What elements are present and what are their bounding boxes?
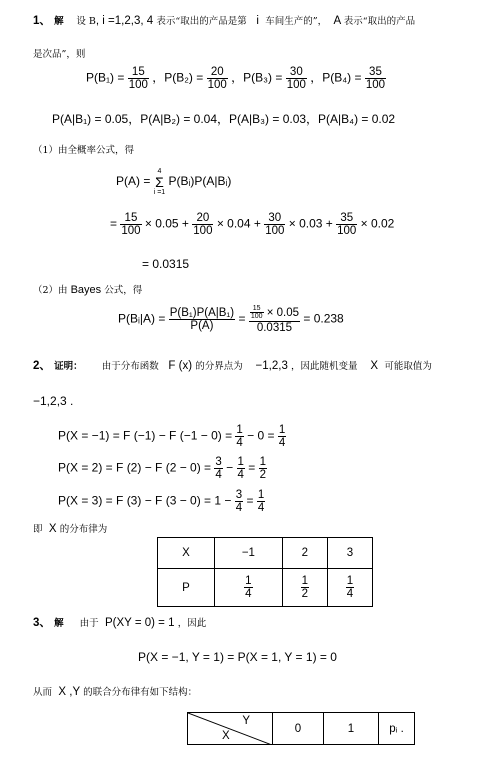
x-label: X (222, 730, 230, 742)
table-cell (215, 569, 283, 607)
table-header-cell: 1 (324, 713, 379, 745)
fraction: $\frac{1}{2}$ (301, 574, 308, 600)
problem-heading: 解 (54, 16, 64, 27)
problem-2-line-1: 2、 证明： 由于分布函数 F (x) 的分界点为 −1,2,3 ，因此随机变量 X 可能取值为 (33, 360, 432, 372)
problem-3-line-3: 从而 X ,Y 的联合分布律有如下结构： (33, 686, 198, 698)
problem-heading: 解 (54, 618, 64, 629)
fraction: $\frac{35}{100}$ (337, 212, 357, 238)
table-header-cell: X (158, 538, 215, 569)
table-cell (282, 569, 327, 607)
joint-zero-probability: P(X = −1, Y = 1) = P(X = 1, Y = 1) = 0 (138, 650, 337, 664)
table-header-cell: 3 (327, 538, 372, 569)
problem-1-line-2: 是次品”，则 (33, 49, 86, 60)
fraction: $\frac{1}{4}$ (346, 574, 354, 600)
fraction: $\frac{30}{100}$ (265, 212, 285, 238)
probability-x-neg1: P(X = −1) = F (−1) − F (−1 − 0) = $\frac{1}{4}$ − 0 = $\frac{1}{4}$ (58, 424, 286, 450)
conditional-probabilities: P(A|B₁) = 0.05，P(A|B₂) = 0.04，P(A|B₃) = 0.03，P(A|B₄) = 0.02 (52, 112, 396, 126)
bayes-formula: P(Bᵢ|A) = $\frac{\text{P(B₁)P(A|B₁)}}{P(A)}$ = $\frac{15}{100}$ × 0.05 0.0315 = 0.238 (118, 305, 344, 334)
problem-2-line-2: −1,2,3 . (33, 394, 74, 408)
total-probability-expansion: = $\frac{15}{100}$ × 0.05 + $\frac{20}{100}$ × 0.04 + $\frac{30}{100}$ × 0.03 + $\frac{35}{100}$ × 0.02 (110, 212, 395, 238)
total-probability-formula: P(A) = 4 Σ i =1 P(Bᵢ)P(A|Bᵢ) (116, 168, 232, 196)
table-row (158, 538, 373, 569)
prior-probabilities: P(B₁) = $\frac{15}{100}$ ，P(B₂) = $\frac{20}{100}$ ，P(B₃) = $\frac{30}{100}$ ，P(B₄) = $\frac{35}{100}$ (86, 66, 386, 92)
fraction: $\frac{1}{4}$ (245, 574, 252, 600)
fraction: $\frac{35}{100}$ (365, 66, 386, 92)
problem-3-line-1: 3、 解 由于 P(XY = 0) = 1 ，因此 (33, 617, 207, 629)
fraction: $\frac{1}{2}$ (259, 456, 267, 482)
table-header-cell: pᵢ . (379, 713, 415, 745)
section-2-heading: （2）由 Bayes 公式，得 (33, 284, 143, 296)
table-cell (327, 569, 372, 607)
fraction: $\frac{15}{100}$ (128, 66, 148, 92)
fraction: $\frac{20}{100}$ (193, 212, 213, 238)
table-cell: P (158, 569, 215, 607)
fraction: $\frac{15}{100}$ (250, 305, 263, 321)
total-probability-result: = 0.0315 (142, 257, 190, 271)
fraction: $\frac{1}{4}$ (257, 489, 265, 515)
table-row (158, 569, 373, 607)
diagonal-header-cell (188, 713, 273, 745)
fraction: $\frac{1}{4}$ (236, 424, 243, 450)
table-row (188, 713, 415, 745)
problem-number: 2、 (33, 360, 51, 372)
problem-heading: 证明： (54, 361, 83, 372)
distribution-table (157, 537, 373, 607)
fraction: $\frac{20}{100}$ (207, 66, 227, 92)
problem-number: 3、 (33, 617, 51, 629)
diagonal-line (188, 713, 272, 745)
y-label: Y (242, 715, 250, 727)
probability-x-2: P(X = 2) = F (2) − F (2 − 0) = $\frac{3}{4}$ − $\frac{1}{4}$ = $\frac{1}{2}$ (58, 456, 267, 482)
fraction: $\frac{15}{100}$ (121, 212, 141, 238)
section-1-heading: （1）由全概率公式，得 (33, 145, 135, 156)
fraction: $\frac{\text{P(B₁)P(A|B₁)}}{P(A)}$ (169, 306, 235, 332)
probability-x-3: P(X = 3) = F (3) − F (3 − 0) = 1 − $\frac{3}{4}$ = $\frac{1}{4}$ (58, 489, 265, 515)
table-header-cell: 2 (282, 538, 327, 569)
fraction: $\frac{3}{4}$ (235, 489, 243, 515)
fraction: $\frac{15}{100}$ × 0.05 0.0315 (250, 305, 300, 334)
table-header-cell: −1 (215, 538, 283, 569)
fraction: $\frac{1}{4}$ (237, 456, 244, 482)
joint-distribution-table (187, 712, 415, 745)
problem-1-line-1: 1、 解 设 B, i =1,2,3, 4 表示“取出的产品是第 i 车间生产的”， A 表示“取出的产品 (33, 15, 416, 27)
problem-number: 1、 (33, 15, 51, 27)
fraction: $\frac{30}{100}$ (286, 66, 306, 92)
table-header-cell: 0 (273, 713, 324, 745)
sum-symbol: Σ (155, 174, 164, 190)
distribution-law-label: 即 X 的分布律为 (33, 523, 108, 535)
fraction: $\frac{1}{4}$ (278, 424, 286, 450)
fraction: $\frac{3}{4}$ (215, 456, 222, 482)
